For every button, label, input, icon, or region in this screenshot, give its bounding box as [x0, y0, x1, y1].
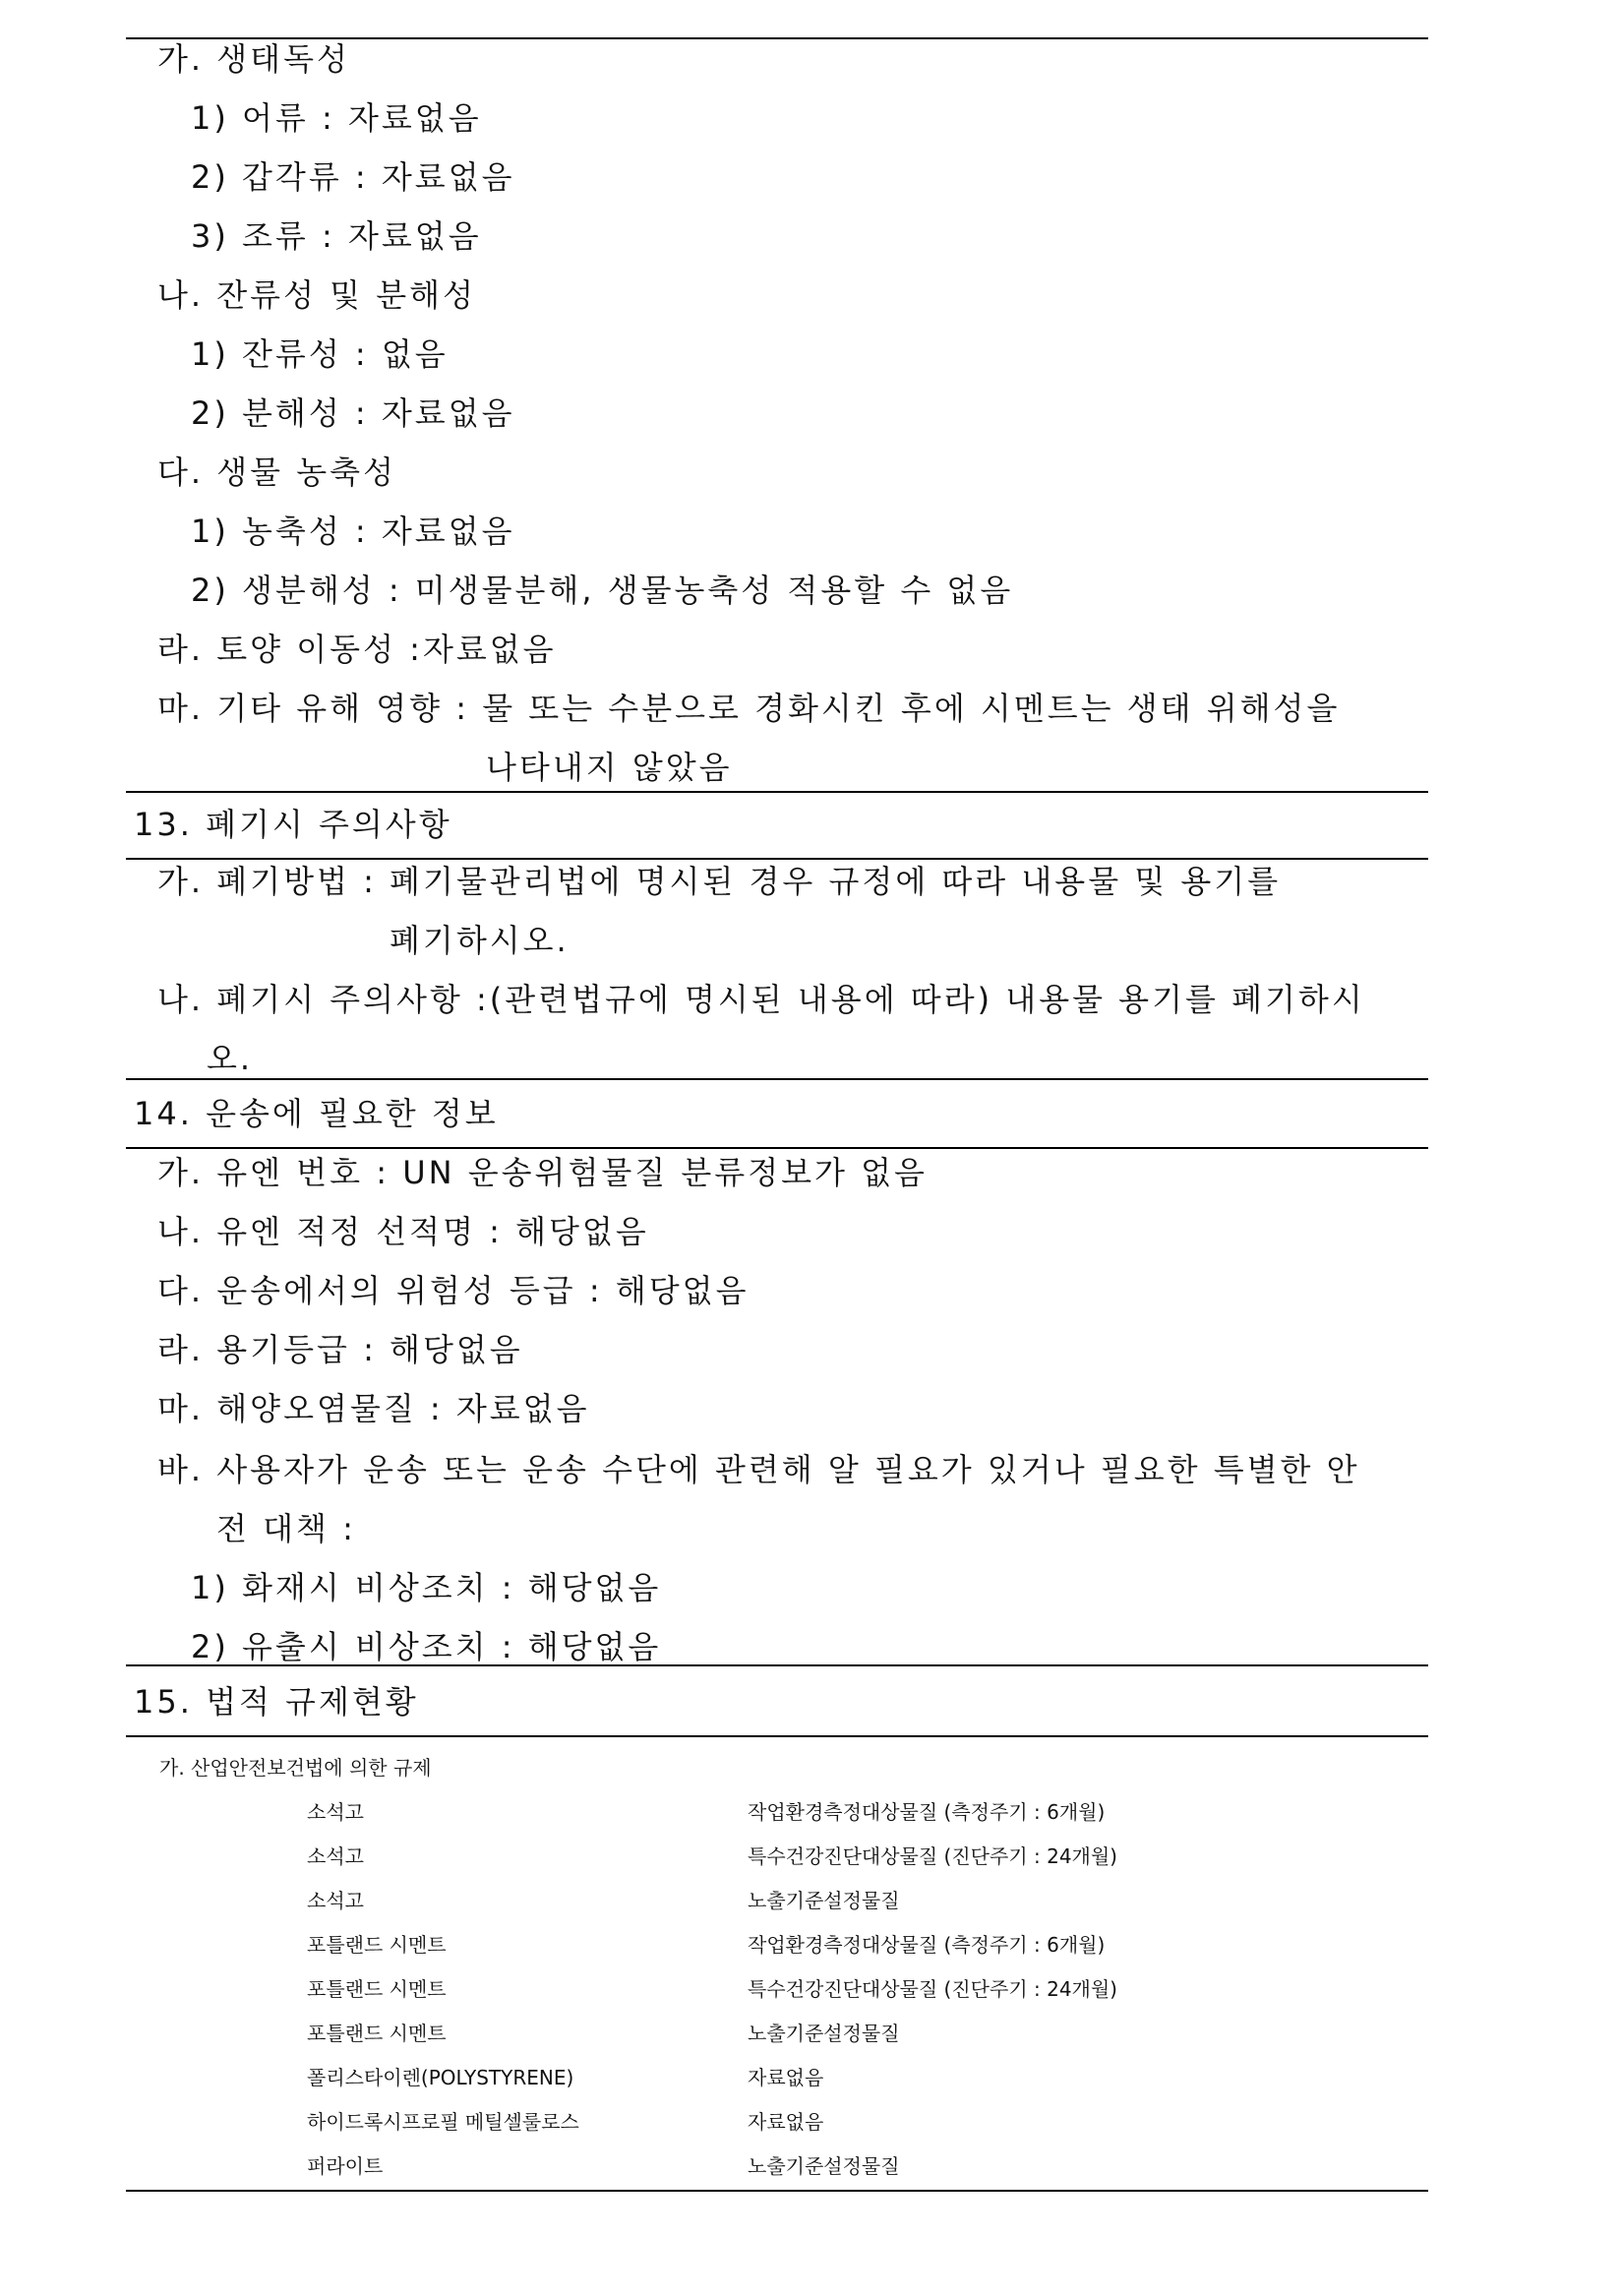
section-rule — [126, 1735, 1428, 1737]
sec14-title: 14. 운송에 필요한 정보 — [134, 1095, 499, 1132]
regulation-classification: 특수건강진단대상물질 (진단주기 : 24개월) — [748, 1977, 1117, 2001]
eco-b-heading: 나. 잔류성 및 분해성 — [157, 276, 476, 314]
regulation-row — [126, 2153, 1428, 2179]
section-rule — [126, 1147, 1428, 1149]
eco-e-other-effects: 마. 기타 유해 영향 : 물 또는 수분으로 경화시킨 후에 시멘트는 생태 위해성을 — [157, 690, 1341, 727]
section-rule — [126, 1664, 1428, 1666]
sec14-e-marine-pollutant: 마. 해양오염물질 : 자료없음 — [157, 1390, 590, 1427]
regulation-classification: 특수건강진단대상물질 (진단주기 : 24개월) — [748, 1844, 1117, 1868]
regulation-row — [126, 1976, 1428, 2002]
regulation-row — [126, 1888, 1428, 1913]
eco-a1-fish: 1) 어류 : 자료없음 — [191, 99, 482, 137]
regulation-row — [126, 2065, 1428, 2090]
eco-c2-biodegradation: 2) 생분해성 : 미생물분해, 생물농축성 적용할 수 없음 — [191, 572, 1014, 609]
regulation-row — [126, 2109, 1428, 2135]
regulation-row — [126, 1843, 1428, 1869]
regulation-substance: 포틀랜드 시멘트 — [307, 1933, 447, 1957]
regulation-classification: 자료없음 — [748, 2110, 824, 2134]
sec15-subtitle: 가. 산업안전보건법에 의한 규제 — [159, 1756, 432, 1780]
section-rule — [126, 858, 1428, 860]
sec14-c-hazard-class: 다. 운송에서의 위험성 등급 : 해당없음 — [157, 1272, 750, 1309]
sec15-title: 15. 법적 규제현황 — [134, 1683, 419, 1721]
regulation-row — [126, 2021, 1428, 2046]
regulation-classification: 작업환경측정대상물질 (측정주기 : 6개월) — [748, 1933, 1106, 1957]
regulation-row — [126, 1799, 1428, 1825]
regulation-classification: 노출기준설정물질 — [748, 1889, 900, 1912]
section-rule — [126, 791, 1428, 793]
eco-e-continuation: 나타내지 않았음 — [486, 749, 733, 786]
sec14-b-shipping-name: 나. 유엔 적정 선적명 : 해당없음 — [157, 1213, 649, 1250]
regulation-substance: 폴리스타이렌(POLYSTYRENE) — [307, 2066, 574, 2089]
sec13-a-continuation: 폐기하시오. — [390, 922, 570, 959]
sec13-b-continuation: 오. — [207, 1040, 254, 1077]
regulation-substance: 소석고 — [307, 1844, 364, 1868]
sec14-a-un-number: 가. 유엔 번호 : UN 운송위험물질 분류정보가 없음 — [157, 1154, 928, 1191]
sec13-title: 13. 폐기시 주의사항 — [134, 806, 452, 843]
regulation-row — [126, 1932, 1428, 1958]
regulation-substance: 소석고 — [307, 1889, 364, 1912]
regulation-substance: 퍼라이트 — [307, 2154, 384, 2178]
regulation-classification: 노출기준설정물질 — [748, 2154, 900, 2178]
regulation-substance: 소석고 — [307, 1800, 364, 1824]
sec13-b-disposal-precautions: 나. 폐기시 주의사항 :(관련법규에 명시된 내용에 따라) 내용물 용기를 폐기하시 — [157, 981, 1365, 1018]
regulation-substance: 포틀랜드 시멘트 — [307, 1977, 447, 2001]
regulation-substance: 포틀랜드 시멘트 — [307, 2022, 447, 2045]
sec14-f-continuation: 전 대책 : — [216, 1510, 356, 1547]
regulation-classification: 자료없음 — [748, 2066, 824, 2089]
eco-d-soil-mobility: 라. 토양 이동성 :자료없음 — [157, 631, 557, 668]
regulation-classification: 작업환경측정대상물질 (측정주기 : 6개월) — [748, 1800, 1106, 1824]
eco-a2-crustacea: 2) 갑각류 : 자료없음 — [191, 158, 515, 196]
eco-b1-persistence: 1) 잔류성 : 없음 — [191, 335, 449, 373]
sec13-a-disposal-method: 가. 폐기방법 : 폐기물관리법에 명시된 경우 규정에 따라 내용물 및 용기를 — [157, 863, 1282, 900]
eco-c1-bioaccumulation: 1) 농축성 : 자료없음 — [191, 513, 515, 550]
eco-a3-algae: 3) 조류 : 자료없음 — [191, 217, 482, 255]
eco-b2-degradability: 2) 분해성 : 자료없음 — [191, 394, 515, 432]
sec14-f2-spill: 2) 유출시 비상조치 : 해당없음 — [191, 1628, 662, 1665]
sec14-f-special-precautions: 바. 사용자가 운송 또는 운송 수단에 관련해 알 필요가 있거나 필요한 특별한 안 — [157, 1451, 1360, 1488]
bottom-rule — [126, 2190, 1428, 2192]
sec14-d-packing-group: 라. 용기등급 : 해당없음 — [157, 1331, 523, 1368]
sec14-f1-fire: 1) 화재시 비상조치 : 해당없음 — [191, 1569, 662, 1606]
regulation-substance: 하이드록시프로필 메틸셀룰로스 — [307, 2110, 579, 2134]
eco-a-heading: 가. 생태독성 — [157, 40, 350, 78]
eco-c-heading: 다. 생물 농축성 — [157, 453, 396, 491]
section-rule — [126, 1078, 1428, 1080]
regulation-classification: 노출기준설정물질 — [748, 2022, 900, 2045]
